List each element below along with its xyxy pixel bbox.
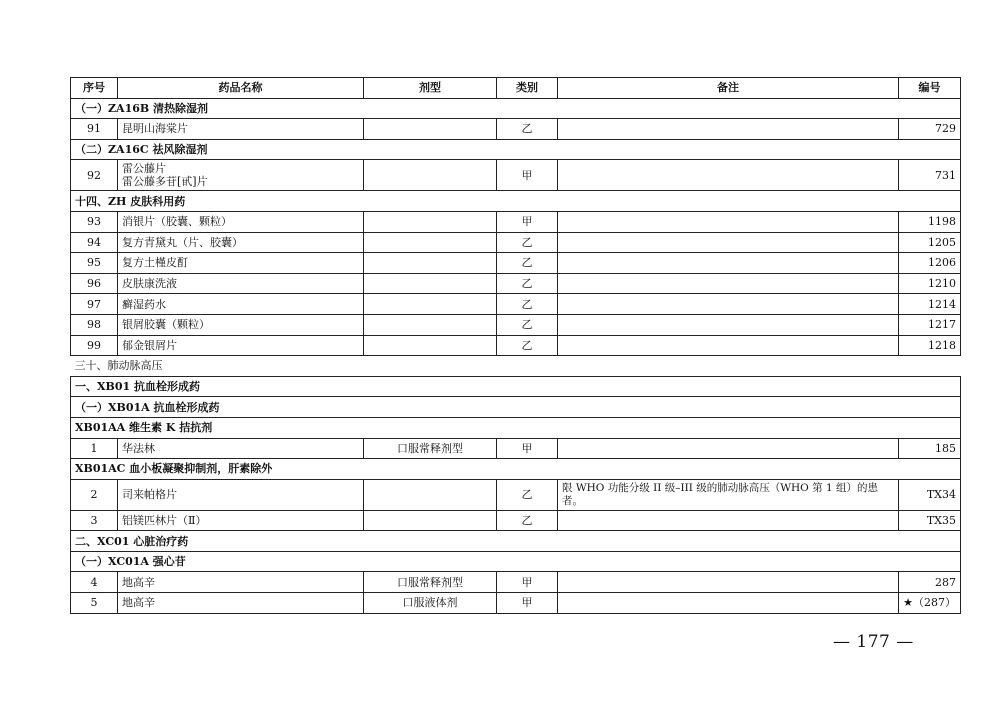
table-row [71, 211, 961, 232]
cell-category: 甲 [497, 572, 558, 593]
section-row [71, 191, 961, 212]
category-heading: 三十、肺动脉高压 [71, 356, 961, 377]
cell-code: 729 [899, 119, 961, 140]
cell-remarks [558, 572, 899, 593]
section-title: （一）ZA16B 清热除湿剂 [71, 98, 961, 119]
cell-dosage-form: 口服常释剂型 [364, 572, 497, 593]
cell-dosage-form [364, 273, 497, 294]
section-row [71, 98, 961, 119]
cell-remarks [558, 510, 899, 531]
drug-catalog-table [70, 77, 961, 614]
cell-seq: 91 [71, 119, 118, 140]
cell-seq: 2 [71, 479, 118, 510]
section-row [71, 397, 961, 418]
cell-code: TX35 [899, 510, 961, 531]
cell-drug-name [118, 253, 364, 274]
drug-name: 消银片（胶囊、颗粒） [122, 215, 232, 229]
cell-dosage-form [364, 232, 497, 253]
cell-remarks [558, 335, 899, 356]
drug-name: 复方青黛丸（片、胶囊） [122, 235, 243, 249]
cell-remarks [558, 593, 899, 614]
cell-dosage-form [364, 211, 497, 232]
cell-remarks: 限 WHO 功能分级 II 级–III 级的肺动脉高压（WHO 第 1 组）的患者。 [558, 479, 899, 510]
cell-code: 185 [899, 438, 961, 459]
cell-seq: 3 [71, 510, 118, 531]
cell-seq: 92 [71, 160, 118, 191]
cell-dosage-form [364, 253, 497, 274]
cell-code: 1214 [899, 294, 961, 315]
cell-dosage-form [364, 314, 497, 335]
header-dosage-form: 剂型 [364, 78, 497, 99]
drug-name: 雷公藤多苷[甙]片 [122, 175, 208, 189]
cell-category: 乙 [497, 273, 558, 294]
section-title: （一）XB01A 抗血栓形成药 [71, 397, 961, 418]
cell-code: TX34 [899, 479, 961, 510]
section-title: （一）XC01A 强心苷 [71, 551, 961, 572]
drug-name: 复方土槿皮酊 [122, 256, 188, 270]
cell-category: 乙 [497, 335, 558, 356]
cell-code: 1210 [899, 273, 961, 294]
section-row [71, 551, 961, 572]
header-remarks: 备注 [558, 78, 899, 99]
header-drug-name: 药品名称 [118, 78, 364, 99]
cell-dosage-form [364, 510, 497, 531]
cell-drug-name [118, 273, 364, 294]
cell-drug-name [118, 335, 364, 356]
header-code: 编号 [899, 78, 961, 99]
table-row [71, 510, 961, 531]
table-row [71, 232, 961, 253]
cell-seq: 98 [71, 314, 118, 335]
section-title: （二）ZA16C 祛风除湿剂 [71, 139, 961, 160]
cell-drug-name [118, 294, 364, 315]
section-title: XB01AC 血小板凝聚抑制剂，肝素除外 [71, 459, 961, 480]
cell-dosage-form [364, 119, 497, 140]
cell-dosage-form [364, 335, 497, 356]
header-seq: 序号 [71, 78, 118, 99]
table-row [71, 479, 961, 510]
cell-drug-name [118, 314, 364, 335]
cell-category: 乙 [497, 479, 558, 510]
cell-category: 甲 [497, 160, 558, 191]
table-row [71, 273, 961, 294]
cell-drug-name [118, 119, 364, 140]
cell-dosage-form: 口服常释剂型 [364, 438, 497, 459]
table-row [71, 294, 961, 315]
cell-code: ★（287） [899, 593, 961, 614]
cell-seq: 96 [71, 273, 118, 294]
cell-seq: 94 [71, 232, 118, 253]
table-row [71, 160, 961, 191]
section-row [71, 417, 961, 438]
cell-seq: 97 [71, 294, 118, 315]
cell-category: 乙 [497, 510, 558, 531]
cell-remarks [558, 160, 899, 191]
table-row [71, 314, 961, 335]
drug-name: 司来帕格片 [122, 488, 177, 502]
cell-category: 乙 [497, 253, 558, 274]
table-row [71, 253, 961, 274]
cell-category: 甲 [497, 593, 558, 614]
drug-name: 郁金银屑片 [122, 338, 177, 352]
section-row [71, 531, 961, 552]
cell-code: 731 [899, 160, 961, 191]
cell-seq: 4 [71, 572, 118, 593]
table-row [71, 593, 961, 614]
cell-remarks [558, 273, 899, 294]
cell-category: 乙 [497, 314, 558, 335]
section-title: 一、XB01 抗血栓形成药 [71, 376, 961, 397]
section-title: 十四、ZH 皮肤科用药 [71, 191, 961, 212]
section-row [71, 376, 961, 397]
cell-remarks [558, 314, 899, 335]
section-row [71, 139, 961, 160]
table-row [71, 438, 961, 459]
drug-name: 地高辛 [122, 596, 155, 610]
drug-name: 铝镁匹林片（Ⅱ） [122, 513, 207, 527]
cell-remarks [558, 294, 899, 315]
cell-seq: 1 [71, 438, 118, 459]
cell-dosage-form: 口服液体剂 [364, 593, 497, 614]
header-category: 类别 [497, 78, 558, 99]
table-body [71, 98, 961, 613]
drug-name: 华法林 [122, 441, 155, 455]
table-row [71, 119, 961, 140]
table-row [71, 335, 961, 356]
cell-dosage-form [364, 479, 497, 510]
cell-drug-name [118, 510, 364, 531]
cell-dosage-form [364, 160, 497, 191]
cell-dosage-form [364, 294, 497, 315]
cell-remarks [558, 211, 899, 232]
table-row [71, 572, 961, 593]
section-title: XB01AA 维生素 K 拮抗剂 [71, 417, 961, 438]
drug-name: 皮肤康洗液 [122, 277, 177, 291]
cell-code: 1205 [899, 232, 961, 253]
cell-remarks [558, 119, 899, 140]
cell-seq: 93 [71, 211, 118, 232]
drug-name: 癣湿药水 [122, 297, 166, 311]
cell-code: 1217 [899, 314, 961, 335]
cell-code: 1206 [899, 253, 961, 274]
page-number: — 177 — [833, 632, 914, 652]
cell-seq: 5 [71, 593, 118, 614]
drug-name: 银屑胶囊（颗粒） [122, 318, 210, 332]
cell-drug-name [118, 479, 364, 510]
category-heading-row [71, 356, 961, 377]
cell-remarks [558, 438, 899, 459]
cell-category: 甲 [497, 211, 558, 232]
cell-remarks [558, 253, 899, 274]
cell-remarks [558, 232, 899, 253]
cell-drug-name [118, 160, 364, 191]
drug-name: 昆明山海棠片 [122, 122, 188, 136]
cell-seq: 99 [71, 335, 118, 356]
cell-category: 甲 [497, 438, 558, 459]
drug-name: 地高辛 [122, 575, 155, 589]
cell-drug-name [118, 572, 364, 593]
drug-name: 雷公藤片 [122, 162, 166, 176]
cell-category: 乙 [497, 294, 558, 315]
section-title: 二、XC01 心脏治疗药 [71, 531, 961, 552]
cell-category: 乙 [497, 119, 558, 140]
cell-drug-name [118, 211, 364, 232]
cell-code: 1198 [899, 211, 961, 232]
cell-code: 1218 [899, 335, 961, 356]
section-row [71, 459, 961, 480]
table-header-row [71, 78, 961, 99]
cell-seq: 95 [71, 253, 118, 274]
cell-drug-name [118, 593, 364, 614]
cell-category: 乙 [497, 232, 558, 253]
cell-drug-name [118, 438, 364, 459]
cell-drug-name [118, 232, 364, 253]
cell-code: 287 [899, 572, 961, 593]
